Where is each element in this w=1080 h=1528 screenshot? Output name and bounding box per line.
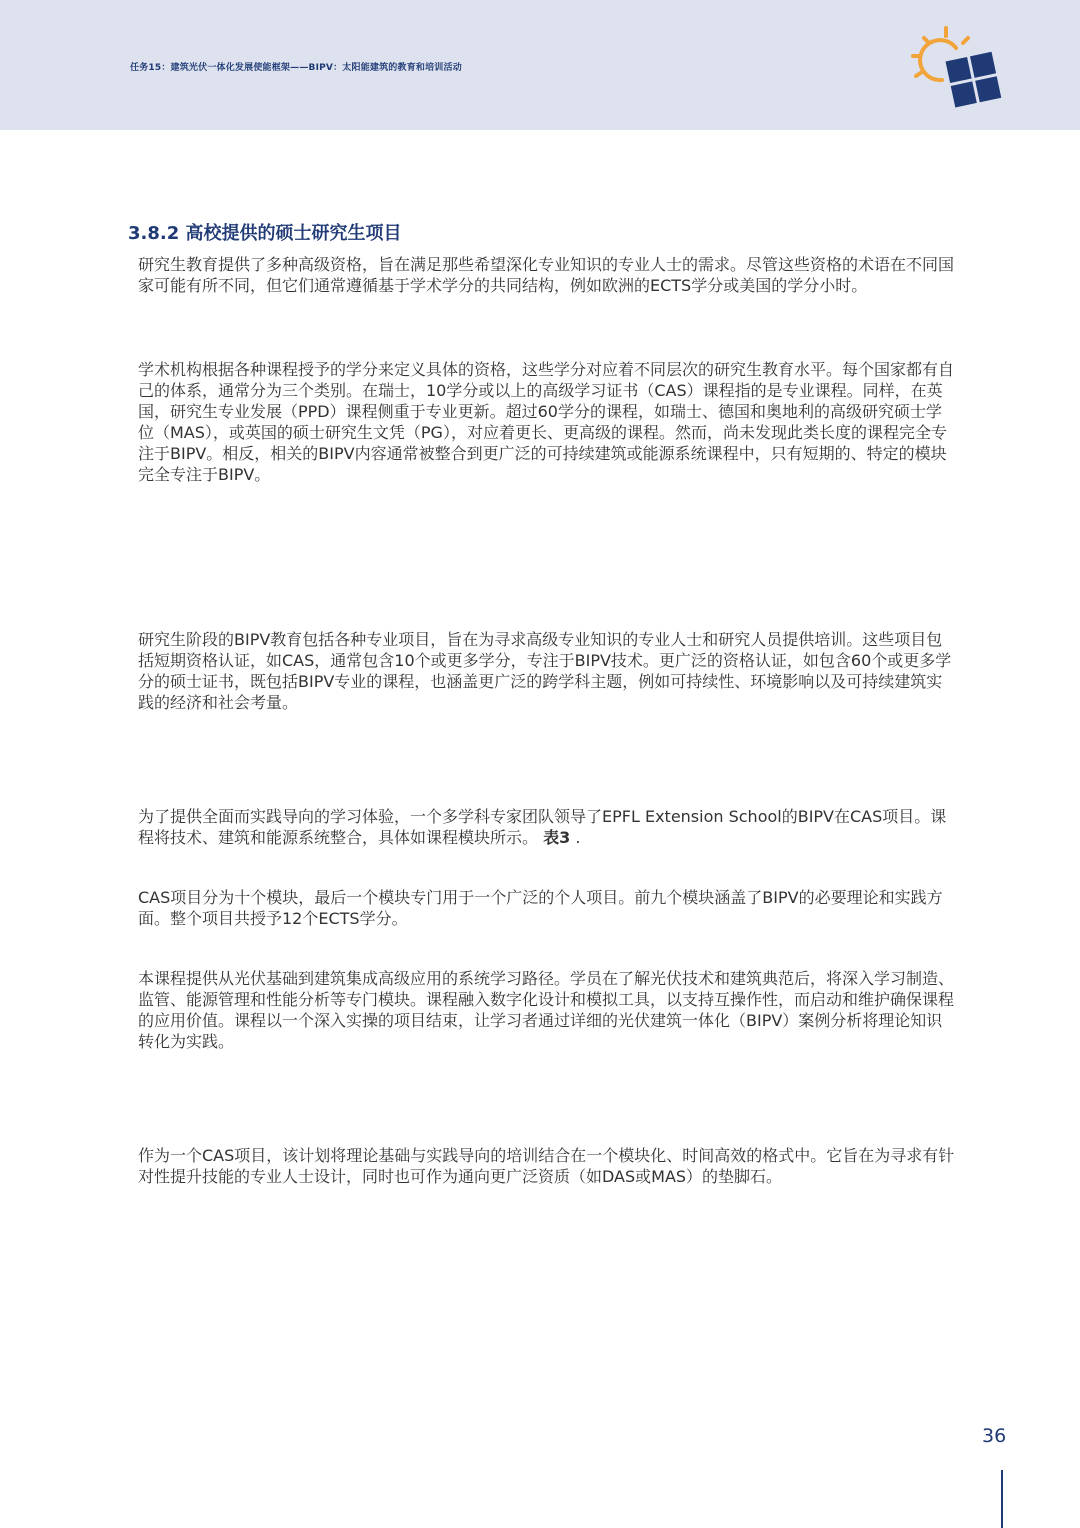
page-rule xyxy=(1001,1470,1003,1528)
page-number: 36 xyxy=(982,1425,1007,1447)
paragraph-6: 本课程提供从光伏基础到建筑集成高级应用的系统学习路径。学员在了解光伏技术和建筑典范后，将深入学习制造、监管、能源管理和性能分析等专门模块。课程融入数字化设计和模拟工具，以支持互操作性，而启动和维护确保课程的应用价值。课程以一个深入实操的项目结束，让学习者通过详细的光伏建筑一体化（BIPV）案例分析将理论知识转化为实践。 xyxy=(138,969,955,1051)
paragraph-2: 学术机构根据各种课程授予的学分来定义具体的资格，这些学分对应着不同层次的研究生教育水平。每个国家都有自己的体系，通常分为三个类别。在瑞士，10学分或以上的高级学习证书（CAS）课程指的是专业课程。同样，在英国，研究生专业发展（PPD）课程侧重于专业更新。超过60学分的课程，如瑞士、德国和奥地利的高级研究硕士学位（MAS），或英国的硕士研究生文凭（PG），对应着更长、更高级的课程。然而，尚未发现此类长度的课程完全专注于BIPV。相反，相关的BIPV内容通常被整合到更广泛的可持续建筑或能源系统课程中，只有短期的、特定的模块完全专注于BIPV。 xyxy=(138,360,955,484)
table-reference: 表3 xyxy=(543,828,571,847)
paragraph-1: 研究生教育提供了多种高级资格，旨在满足那些希望深化专业知识的专业人士的需求。尽管这些资格的术语在不同国家可能有所不同，但它们通常遵循基于学术学分的共同结构，例如欧洲的ECTS学分或美国的学分小时。 xyxy=(138,255,955,295)
header-band xyxy=(0,0,1080,130)
sun-solar-panel-icon xyxy=(908,26,1004,110)
header-title: 任务15：建筑光伏一体化发展使能框架——BIPV：太阳能建筑的教育和培训活动 xyxy=(130,63,462,73)
section-heading: 3.8.2 高校提供的硕士研究生项目 xyxy=(128,223,402,244)
paragraph-5: CAS项目分为十个模块，最后一个模块专门用于一个广泛的个人项目。前九个模块涵盖了BIPV的必要理论和实践方面。整个项目共授予12个ECTS学分。 xyxy=(138,888,943,928)
paragraph-4-end: . xyxy=(575,828,581,847)
paragraph-3: 研究生阶段的BIPV教育包括各种专业项目，旨在为寻求高级专业知识的专业人士和研究人员提供培训。这些项目包括短期资格认证，如CAS，通常包含10个或更多学分，专注于BIPV技术。更广泛的资格认证，如包含60个或更多学分的硕士证书，既包括BIPV专业的课程，也涵盖更广泛的跨学科主题，例如可持续性、环境影响以及可持续建筑实践的经济和社会考量。 xyxy=(138,630,952,712)
paragraph-7: 作为一个CAS项目，该计划将理论基础与实践导向的培训结合在一个模块化、时间高效的格式中。它旨在为寻求有针对性提升技能的专业人士设计，同时也可作为通向更广泛资质（如DAS或MAS）的垫脚石。 xyxy=(138,1146,955,1186)
paragraph-4 xyxy=(138,806,956,848)
paragraph-4-text: 为了提供全面而实践导向的学习体验，一个多学科专家团队领导了EPFL Extension School的BIPV在CAS项目。课程将技术、建筑和能源系统整合，具体如课程模块所示。 xyxy=(138,807,947,847)
